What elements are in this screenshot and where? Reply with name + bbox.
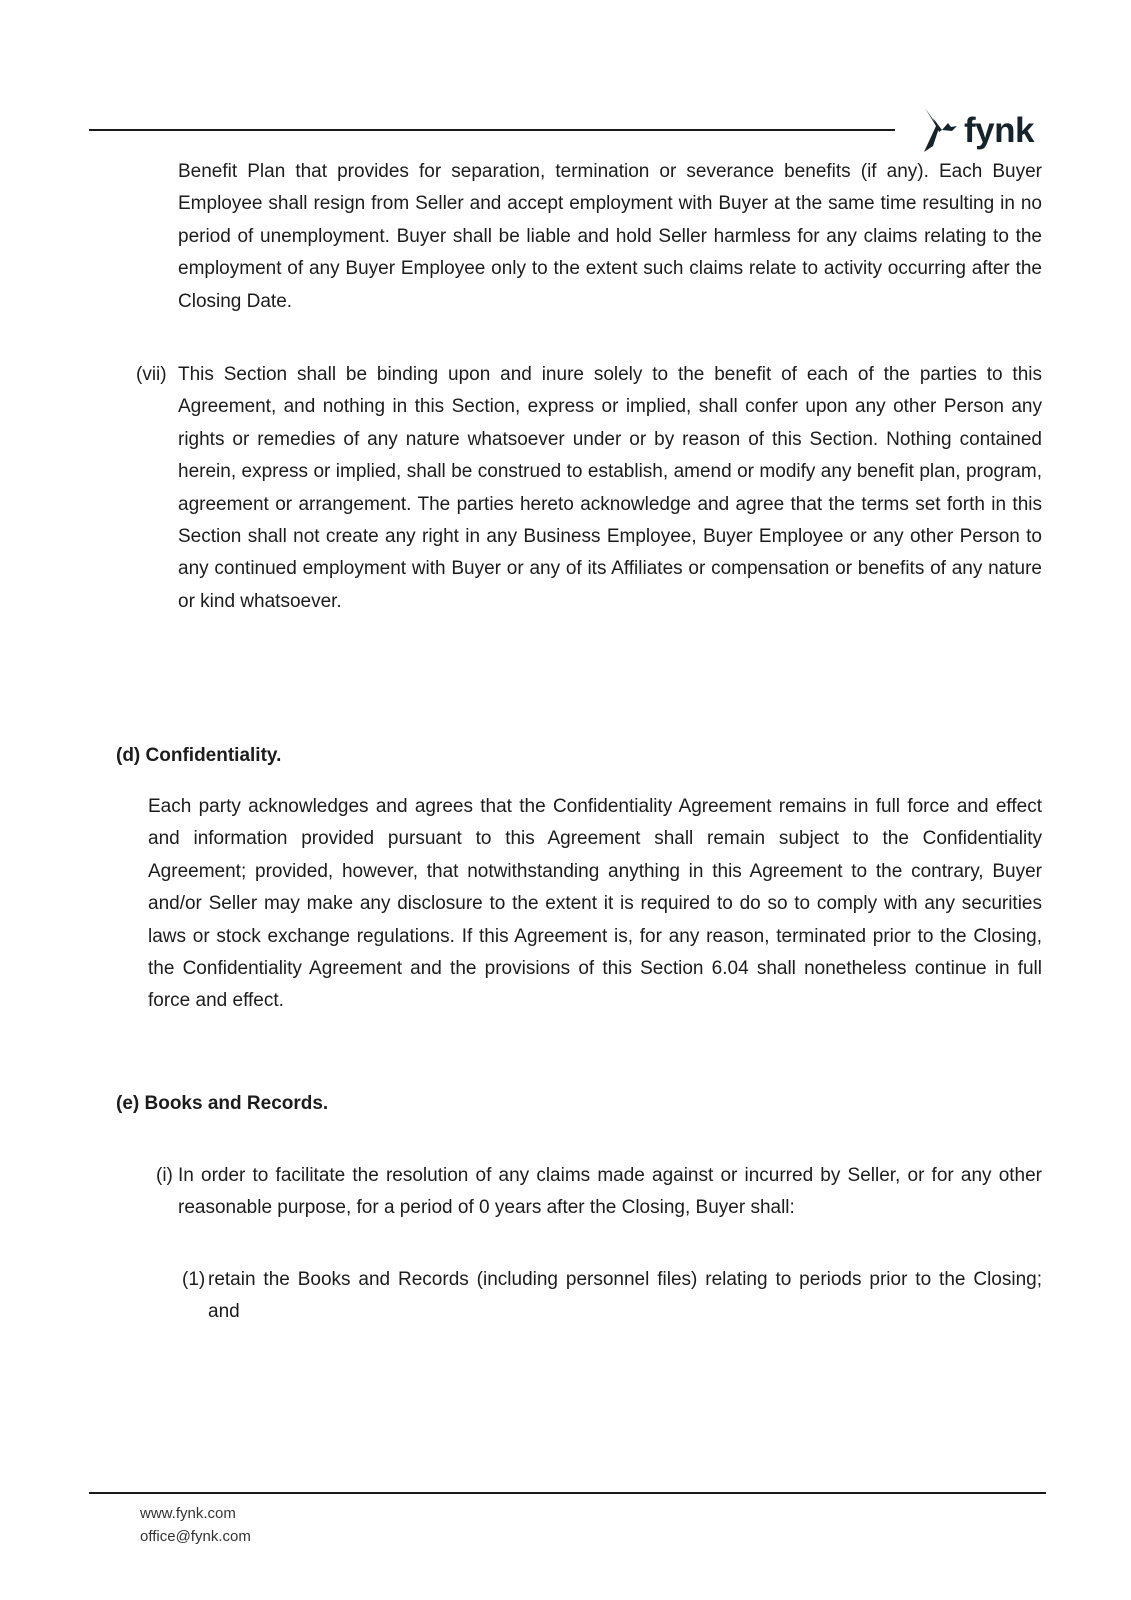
fynk-logo	[922, 104, 1050, 156]
list-marker-1: (1)	[182, 1269, 206, 1290]
item-1-paragraph: retain the Books and Records (including personnel files) relating to periods prior to the Closing; and	[208, 1269, 1042, 1323]
fynk-bird-icon	[922, 106, 960, 154]
footer-email[interactable]: office@fynk.com	[140, 1528, 251, 1545]
confidentiality-paragraph: Each party acknowledges and agrees that the Confidentiality Agreement remains in full force and effect and information provided pursuant to this Agreement shall remain subject to the Confidentiality Agreement; provided, however, that notwithstanding anything in this Agreement to the contrary, Buyer and/or Seller may make any disclosure to the extent it is required to do so to comply with any securities laws or stock exchange regulations. If this Agreement is, for any reason, terminated prior to the Closing, the Confidentiality Agreement and the provisions of this Section 6.04 shall nonetheless continue in full force and effect.	[148, 796, 1042, 1012]
heading-confidentiality: (d) Confidentiality.	[116, 745, 282, 766]
continuation-paragraph: Benefit Plan that provides for separation, termination or severance benefits (if any). Each Buyer Employee shall resign from Seller and accept employment with Buyer at the same time resulting in no period of unemployment. Buyer shall be liable and hold Seller harmless for any claims relating to the employment of any Buyer Employee only to the extent such claims relate to activity occurring after the Closing Date.	[178, 161, 1042, 312]
logo-wordmark: fynk	[964, 110, 1034, 150]
footer-rule	[89, 1492, 1046, 1494]
list-marker-vii: (vii)	[136, 364, 167, 385]
heading-books-and-records: (e) Books and Records.	[116, 1093, 329, 1114]
item-vii-paragraph: This Section shall be binding upon and inure solely to the benefit of each of the parties to this Agreement, and nothing in this Section, express or implied, shall confer upon any other Person any rights or remedies of any nature whatsoever under or by reason of this Section. Nothing contained herein, express or implied, shall be construed to establish, amend or modify any benefit plan, program, agreement or arrangement. The parties hereto acknowledge and agree that the terms set forth in this Section shall not create any right in any Business Employee, Buyer Employee or any other Person to any continued employment with Buyer or any of its Affiliates or compensation or benefits of any nature or kind whatsoever.	[178, 364, 1042, 612]
header-rule	[89, 129, 895, 131]
footer-website[interactable]: www.fynk.com	[140, 1505, 236, 1522]
list-marker-i: (i)	[156, 1165, 173, 1186]
item-i-paragraph: In order to facilitate the resolution of any claims made against or incurred by Seller, or for any other reasonable purpose, for a period of 0 years after the Closing, Buyer shall:	[178, 1165, 1042, 1219]
